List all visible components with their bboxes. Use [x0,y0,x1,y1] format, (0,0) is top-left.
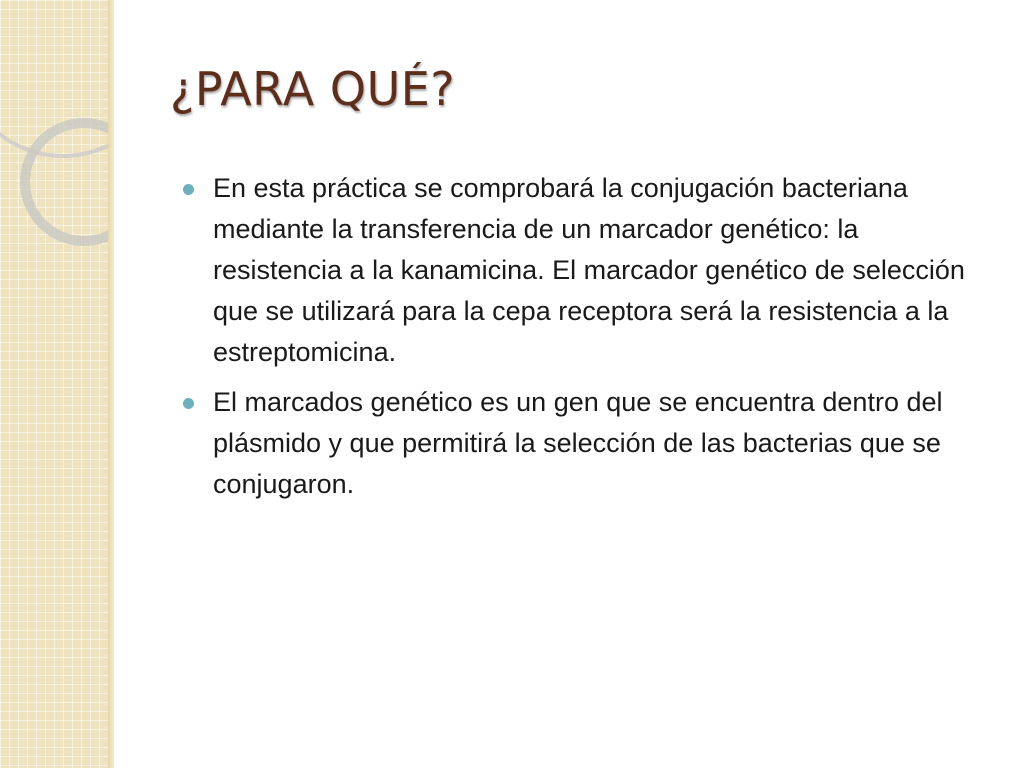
bullet-list [180,168,990,514]
bullet-text: El marcados genético es un gen que se encuentra dentro del plásmido y que permitirá la selección de las bacterias que se conjugaron. [213,387,943,499]
side-strip-edge [108,0,114,768]
bullet-text: En esta práctica se comprobará la conjugación bacteriana mediante la transferencia de un marcador genético: la resistencia a la kanamicina. El marcador genético de selección que se utilizará para la cepa receptora será la resistencia a la estreptomicina. [213,173,965,367]
bullet-item [180,382,990,505]
bullet-dot-icon [183,398,194,409]
decorative-side-strip [0,0,112,768]
bullet-item [180,168,990,373]
bullet-dot-icon [183,184,194,195]
slide-title: ¿PARA QUÉ? [170,62,456,116]
